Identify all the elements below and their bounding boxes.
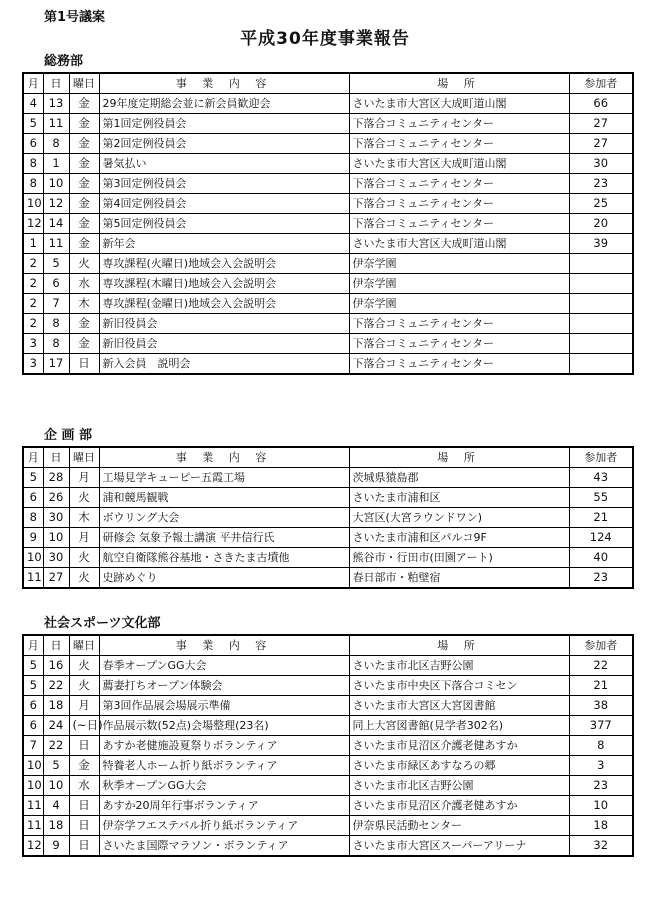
place-cell: 伊奈学園 — [349, 254, 569, 274]
col-attendees: 参加者 — [569, 447, 633, 468]
place-cell: 下落合コミュニティセンター — [349, 134, 569, 154]
attendees-cell: 43 — [569, 468, 633, 488]
place-cell: さいたま市大宮区大成町道山閣 — [349, 94, 569, 114]
content-cell: さいたま国際マラソン・ボランティア — [99, 836, 349, 857]
day-cell: 30 — [43, 508, 69, 528]
col-place: 場 所 — [349, 73, 569, 94]
weekday-cell: 日 — [69, 816, 99, 836]
general-affairs-table — [22, 72, 634, 375]
place-cell: さいたま市緑区あすなろの郷 — [349, 756, 569, 776]
month-cell: 10 — [23, 756, 43, 776]
month-cell: 2 — [23, 294, 43, 314]
attendees-cell: 25 — [569, 194, 633, 214]
report-title: 平成30年度事業報告 — [240, 29, 410, 49]
weekday-cell: 月 — [69, 468, 99, 488]
place-cell: さいたま市大宮区大成町道山閣 — [349, 234, 569, 254]
section-heading-planning: 企 画 部 — [44, 428, 93, 443]
place-cell: 下落合コミュニティセンター — [349, 214, 569, 234]
month-cell: 11 — [23, 568, 43, 589]
content-cell: 秋季オープンGG大会 — [99, 776, 349, 796]
day-cell: 22 — [43, 736, 69, 756]
table-row — [23, 114, 633, 134]
weekday-cell: 水 — [69, 274, 99, 294]
day-cell: 18 — [43, 696, 69, 716]
place-cell: さいたま市大宮区大成町道山閣 — [349, 154, 569, 174]
attendees-cell — [569, 294, 633, 314]
month-cell: 5 — [23, 676, 43, 696]
weekday-cell: 金 — [69, 314, 99, 334]
month-cell: 6 — [23, 134, 43, 154]
day-cell: 16 — [43, 656, 69, 676]
day-cell: 24 — [43, 716, 69, 736]
table-row — [23, 134, 633, 154]
weekday-cell: 金 — [69, 334, 99, 354]
table-header-row — [23, 635, 633, 656]
content-cell: 伊奈学フエステバル折り紙ボランティア — [99, 816, 349, 836]
place-cell: さいたま市浦和区パルコ9F — [349, 528, 569, 548]
attendees-cell — [569, 274, 633, 294]
planning-table — [22, 446, 634, 589]
month-cell: 12 — [23, 836, 43, 857]
weekday-cell: 火 — [69, 254, 99, 274]
attendees-cell — [569, 314, 633, 334]
table-row — [23, 488, 633, 508]
weekday-cell: 火 — [69, 676, 99, 696]
content-cell: 新年会 — [99, 234, 349, 254]
attendees-cell: 23 — [569, 174, 633, 194]
col-attendees: 参加者 — [569, 73, 633, 94]
table-row — [23, 314, 633, 334]
place-cell: さいたま市大宮区大宮図書館 — [349, 696, 569, 716]
place-cell: 下落合コミュニティセンター — [349, 174, 569, 194]
table-row — [23, 94, 633, 114]
place-cell: さいたま市見沼区介護老健あすか — [349, 796, 569, 816]
day-cell: 11 — [43, 234, 69, 254]
month-cell: 11 — [23, 816, 43, 836]
day-cell: 18 — [43, 816, 69, 836]
weekday-cell: 火 — [69, 548, 99, 568]
table-header-row — [23, 73, 633, 94]
table-row — [23, 508, 633, 528]
attendees-cell — [569, 254, 633, 274]
col-weekday: 曜日 — [69, 447, 99, 468]
day-cell: 10 — [43, 776, 69, 796]
month-cell: 12 — [23, 214, 43, 234]
day-cell: 8 — [43, 314, 69, 334]
weekday-cell: 水 — [69, 776, 99, 796]
weekday-cell: 金 — [69, 174, 99, 194]
content-cell: 第1回定例役員会 — [99, 114, 349, 134]
table-row — [23, 468, 633, 488]
weekday-cell: 金 — [69, 134, 99, 154]
col-content: 事 業 内 容 — [99, 447, 349, 468]
content-cell: 第4回定例役員会 — [99, 194, 349, 214]
day-cell: 26 — [43, 488, 69, 508]
weekday-cell: 金 — [69, 214, 99, 234]
weekday-cell: 火 — [69, 568, 99, 589]
attendees-cell: 55 — [569, 488, 633, 508]
table-row — [23, 154, 633, 174]
table-row — [23, 568, 633, 589]
attendees-cell: 39 — [569, 234, 633, 254]
weekday-cell: 日 — [69, 796, 99, 816]
weekday-cell: 火 — [69, 656, 99, 676]
col-month: 月 — [23, 447, 43, 468]
month-cell: 1 — [23, 234, 43, 254]
day-cell: 8 — [43, 334, 69, 354]
weekday-cell: 金 — [69, 114, 99, 134]
month-cell: 8 — [23, 174, 43, 194]
content-cell: 研修会 気象予報士講演 平井信行氏 — [99, 528, 349, 548]
place-cell: 春日部市・粕壁宿 — [349, 568, 569, 589]
attendees-cell: 21 — [569, 676, 633, 696]
content-cell: 専攻課程(金曜日)地域会入会説明会 — [99, 294, 349, 314]
attendees-cell — [569, 334, 633, 354]
content-cell: 第5回定例役員会 — [99, 214, 349, 234]
content-cell: あすか老健施設夏祭りボランティア — [99, 736, 349, 756]
month-cell: 10 — [23, 548, 43, 568]
table-row — [23, 354, 633, 375]
table-row — [23, 796, 633, 816]
month-cell: 6 — [23, 716, 43, 736]
place-cell: 大宮区(大宮ラウンドワン) — [349, 508, 569, 528]
content-cell: 新旧役員会 — [99, 334, 349, 354]
place-cell: 伊奈学園 — [349, 294, 569, 314]
month-cell: 5 — [23, 656, 43, 676]
table-row — [23, 254, 633, 274]
weekday-cell: 日 — [69, 354, 99, 375]
month-cell: 2 — [23, 254, 43, 274]
day-cell: 9 — [43, 836, 69, 857]
weekday-cell: 日 — [69, 736, 99, 756]
col-month: 月 — [23, 73, 43, 94]
content-cell: 工場見学キューピー五霞工場 — [99, 468, 349, 488]
col-day: 日 — [43, 635, 69, 656]
month-cell: 4 — [23, 94, 43, 114]
month-cell: 6 — [23, 488, 43, 508]
place-cell: さいたま市大宮区スーパーアリーナ — [349, 836, 569, 857]
content-cell: 専攻課程(火曜日)地域会入会説明会 — [99, 254, 349, 274]
weekday-cell: 金 — [69, 234, 99, 254]
col-place: 場 所 — [349, 635, 569, 656]
day-cell: 27 — [43, 568, 69, 589]
table-row — [23, 836, 633, 857]
day-cell: 10 — [43, 174, 69, 194]
table-row — [23, 174, 633, 194]
table-row — [23, 696, 633, 716]
place-cell: さいたま市浦和区 — [349, 488, 569, 508]
month-cell: 2 — [23, 274, 43, 294]
weekday-cell: 金 — [69, 154, 99, 174]
table-row — [23, 656, 633, 676]
day-cell: 8 — [43, 134, 69, 154]
col-day: 日 — [43, 73, 69, 94]
col-place: 場 所 — [349, 447, 569, 468]
month-cell: 9 — [23, 528, 43, 548]
table-row — [23, 676, 633, 696]
place-cell: 伊奈県民活動センター — [349, 816, 569, 836]
table-row — [23, 756, 633, 776]
month-cell: 6 — [23, 696, 43, 716]
month-cell: 2 — [23, 314, 43, 334]
attendees-cell: 38 — [569, 696, 633, 716]
content-cell: 第2回定例役員会 — [99, 134, 349, 154]
table-row — [23, 776, 633, 796]
attendees-cell: 20 — [569, 214, 633, 234]
social-sports-culture-table — [22, 634, 634, 857]
month-cell: 7 — [23, 736, 43, 756]
place-cell: 茨城県猿島郡 — [349, 468, 569, 488]
weekday-cell: 金 — [69, 94, 99, 114]
content-cell: 暑気払い — [99, 154, 349, 174]
day-cell: 28 — [43, 468, 69, 488]
attendees-cell: 377 — [569, 716, 633, 736]
content-cell: 新旧役員会 — [99, 314, 349, 334]
table-row — [23, 736, 633, 756]
place-cell: 下落合コミュニティセンター — [349, 114, 569, 134]
table-row — [23, 716, 633, 736]
day-cell: 13 — [43, 94, 69, 114]
month-cell: 10 — [23, 194, 43, 214]
col-weekday: 曜日 — [69, 73, 99, 94]
weekday-cell: 月 — [69, 696, 99, 716]
attendees-cell: 27 — [569, 134, 633, 154]
day-cell: 11 — [43, 114, 69, 134]
month-cell: 3 — [23, 354, 43, 375]
weekday-cell: (~日) — [69, 716, 99, 736]
place-cell: 伊奈学園 — [349, 274, 569, 294]
place-cell: 下落合コミュニティセンター — [349, 314, 569, 334]
month-cell: 10 — [23, 776, 43, 796]
table-row — [23, 294, 633, 314]
table-row — [23, 274, 633, 294]
month-cell: 5 — [23, 468, 43, 488]
weekday-cell: 木 — [69, 294, 99, 314]
attendees-cell: 23 — [569, 568, 633, 589]
month-cell: 3 — [23, 334, 43, 354]
col-attendees: 参加者 — [569, 635, 633, 656]
section-heading-general-affairs: 総務部 — [44, 54, 84, 69]
col-month: 月 — [23, 635, 43, 656]
table-row — [23, 194, 633, 214]
content-cell: 春季オープンGG大会 — [99, 656, 349, 676]
content-cell: 第3回作品展会場展示準備 — [99, 696, 349, 716]
attendees-cell: 40 — [569, 548, 633, 568]
attendees-cell — [569, 354, 633, 375]
attendees-cell: 23 — [569, 776, 633, 796]
day-cell: 22 — [43, 676, 69, 696]
content-cell: ボウリング大会 — [99, 508, 349, 528]
content-cell: 29年度定期総会並に新会員歓迎会 — [99, 94, 349, 114]
month-cell: 11 — [23, 796, 43, 816]
table-row — [23, 334, 633, 354]
attendees-cell: 18 — [569, 816, 633, 836]
day-cell: 5 — [43, 254, 69, 274]
place-cell: 下落合コミュニティセンター — [349, 354, 569, 375]
content-cell: 作品展示数(52点)会場整理(23名) — [99, 716, 349, 736]
weekday-cell: 金 — [69, 194, 99, 214]
day-cell: 6 — [43, 274, 69, 294]
agenda-number: 第1号議案 — [44, 10, 106, 25]
table-row — [23, 548, 633, 568]
weekday-cell: 月 — [69, 528, 99, 548]
table-header-row — [23, 447, 633, 468]
attendees-cell: 124 — [569, 528, 633, 548]
content-cell: 薦妻打ちオープン体験会 — [99, 676, 349, 696]
weekday-cell: 木 — [69, 508, 99, 528]
content-cell: 第3回定例役員会 — [99, 174, 349, 194]
weekday-cell: 火 — [69, 488, 99, 508]
place-cell: さいたま市北区吉野公園 — [349, 656, 569, 676]
attendees-cell: 22 — [569, 656, 633, 676]
place-cell: 同上大宮図書館(見学者302名) — [349, 716, 569, 736]
table-row — [23, 816, 633, 836]
place-cell: 熊谷市・行田市(田園アート) — [349, 548, 569, 568]
place-cell: 下落合コミュニティセンター — [349, 194, 569, 214]
month-cell: 8 — [23, 508, 43, 528]
section-heading-social-sports-culture: 社会スポーツ文化部 — [44, 616, 161, 631]
month-cell: 8 — [23, 154, 43, 174]
col-content: 事 業 内 容 — [99, 73, 349, 94]
place-cell: さいたま市中央区下落合コミセン — [349, 676, 569, 696]
day-cell: 10 — [43, 528, 69, 548]
month-cell: 5 — [23, 114, 43, 134]
attendees-cell: 8 — [569, 736, 633, 756]
weekday-cell: 日 — [69, 836, 99, 857]
weekday-cell: 金 — [69, 756, 99, 776]
place-cell: さいたま市北区吉野公園 — [349, 776, 569, 796]
table-row — [23, 528, 633, 548]
content-cell: 浦和競馬観戦 — [99, 488, 349, 508]
content-cell: 特養老人ホーム折り紙ボランティア — [99, 756, 349, 776]
place-cell: 下落合コミュニティセンター — [349, 334, 569, 354]
content-cell: 専攻課程(木曜日)地域会入会説明会 — [99, 274, 349, 294]
day-cell: 17 — [43, 354, 69, 375]
day-cell: 12 — [43, 194, 69, 214]
place-cell: さいたま市見沼区介護老健あすか — [349, 736, 569, 756]
attendees-cell: 3 — [569, 756, 633, 776]
attendees-cell: 10 — [569, 796, 633, 816]
attendees-cell: 66 — [569, 94, 633, 114]
content-cell: 航空自衛隊熊谷基地・さきたま古墳他 — [99, 548, 349, 568]
day-cell: 1 — [43, 154, 69, 174]
day-cell: 14 — [43, 214, 69, 234]
table-row — [23, 214, 633, 234]
day-cell: 4 — [43, 796, 69, 816]
content-cell: 史跡めぐり — [99, 568, 349, 589]
col-content: 事 業 内 容 — [99, 635, 349, 656]
day-cell: 7 — [43, 294, 69, 314]
attendees-cell: 32 — [569, 836, 633, 857]
table-row — [23, 234, 633, 254]
attendees-cell: 30 — [569, 154, 633, 174]
day-cell: 5 — [43, 756, 69, 776]
attendees-cell: 21 — [569, 508, 633, 528]
content-cell: 新入会員 説明会 — [99, 354, 349, 375]
content-cell: あすか20周年行事ボランティア — [99, 796, 349, 816]
day-cell: 30 — [43, 548, 69, 568]
attendees-cell: 27 — [569, 114, 633, 134]
col-day: 日 — [43, 447, 69, 468]
col-weekday: 曜日 — [69, 635, 99, 656]
